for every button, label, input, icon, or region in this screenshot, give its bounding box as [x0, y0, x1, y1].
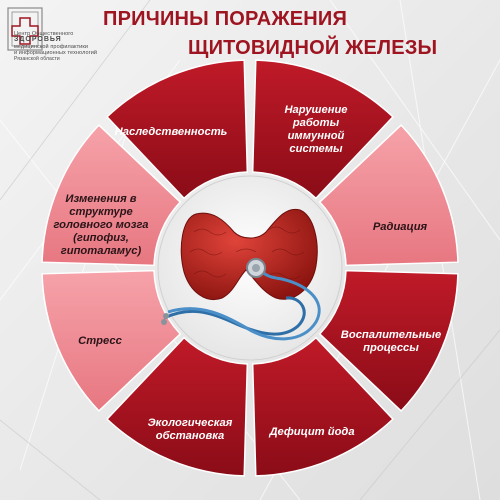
segment-label-1: Нарушение работы иммунной системы [284, 104, 348, 155]
segment-label-5: Экологическая обстановка [147, 417, 233, 442]
title-line-2: ЩИТОВИДНОЙ ЖЕЛЕЗЫ [188, 37, 438, 59]
segment-label-6: Стресс [78, 334, 122, 347]
title-line-1: ПРИЧИНЫ ПОРАЖЕНИЯ [103, 8, 348, 30]
segment-label-2: Радиация [372, 220, 428, 233]
logo-line-5: Рязанской области [14, 56, 60, 62]
segment-label-8: Наследственность [114, 125, 228, 138]
segment-label-7: Изменения в структуре головного мозга (гипофиз, гипоталамус) [53, 192, 149, 257]
segment-label-4: Дефицит йода [269, 425, 355, 438]
logo-line-3: медицинской профилактики [14, 44, 89, 50]
logo-line-2: ЗДОРОВЬЯ [14, 36, 62, 43]
segment-label-3: Воспалительные процессы [340, 329, 442, 354]
logo-line-1: Центр Общественного [14, 31, 74, 37]
logo-line-4: и информационных технологий [14, 50, 98, 56]
